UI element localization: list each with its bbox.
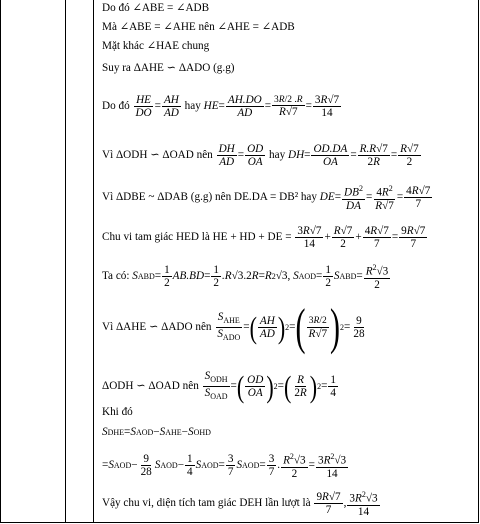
fraction-3-7-b: 3 7 [268,452,275,478]
text-line-12: Khi đó [102,406,133,418]
text-line-9: Ta có: [102,269,130,282]
fraction-3-7: 3 7 [227,452,234,478]
text-line-6: Vì ΔODH ∽ ΔOAD nên [102,149,213,161]
fraction-9-28: 9 28 [353,315,365,341]
fraction-9-28-b: 9 28 [140,452,152,478]
line-13: S DHE = S AOD − S AHE − S OHD [102,426,211,438]
fraction-db2-da: $DB^2$ DA [344,184,363,212]
line-11: ΔODH ∽ ΔOAD nên $S_{ODH}$ $S_{OAD}$ = ( OD OA ) 2 = ( R 2R ) 2 = 1 4 [102,368,336,404]
fraction-4r2-r7: $4R^2$ R√7 [375,184,394,212]
fraction-9r7-7: 9R√7 7 [401,225,426,250]
fraction-complex: 3R/2 .R R√7 [274,95,303,118]
fraction-1-4: 1 4 [330,374,336,400]
text-line-11: ΔODH ∽ ΔOAD nên [102,380,199,393]
fraction-r-2r: R 2R [294,374,307,400]
fraction-ahdo-ad: AH.DO AD [227,94,262,119]
fraction-3r2-r7: 3R/2 R√7 [308,316,328,341]
fraction-4r7-7: 4R√7 7 [406,184,431,210]
line-4 [102,62,235,75]
text-line-3: Mặt khác ∠HAE chung [102,40,210,52]
text-line-5: Do đó [102,100,130,112]
fraction-od-oa-2: OD OA [247,374,264,400]
text-line-1: Do đó ∠ABE = ∠ADB [102,2,210,14]
fraction-1-2-c: 1 2 [325,263,331,289]
fraction-3r23-14-final: $3R^2√3$ 14 [349,490,378,518]
text-line-8: Chu vi tam giác HED là HE + HD + DE = [102,231,292,243]
fraction-ah-ad-2: AH AD [259,315,275,341]
fraction-he-do: HE DO [135,94,152,119]
line-14: = S AOD − 9 28 S AOD − 1 4 S AOD = 3 7 S AOD = 3 7 . $R^2√3$ 2 = $3R^2√3$ 14 [102,452,347,480]
fraction-od-oa: OD OA [247,143,264,168]
text-line-4: Suy ra ΔAHE ∽ ΔADO (g.g) [102,62,235,74]
line-1 [102,2,209,15]
line-2 [102,21,295,34]
text-hay-1: hay [184,100,201,112]
line-15: Vậy chu vi, diện tích tam giác DEH lần lượt là 9R√7 7 , $3R^2√3$ 14 [102,490,378,518]
fraction-r7-2-b: R√7 2 [333,225,353,250]
line-9: Ta có: S ABD = 1 2 AB.BD = 1 2 .R √3.2 R = R 2 √3, S AOD = 1 2 S ABD = $R^2√3$ 2 [102,263,389,291]
line-10: Vì ΔAHE ∽ ΔADO nên $S_{AHE}$ $S_{ADO}$ = ( AH AD ) 2 = ( 3R/2 R√7 ) 2 = 9 28 [102,299,365,356]
fraction-1-2-b: 1 2 [213,263,219,289]
fraction-odda-oa: OD.DA OA [313,143,348,168]
fraction-4r7-7-b: 4R√7 7 [364,225,389,250]
line-7: Vì ΔDBE ~ ΔDAB (g.g) nên DE.DA = DB² hay DE = $DB^2$ DA = $4R^2$ R√7 = 4R√7 7 [102,184,431,212]
line-5: Do đó HE DO = AH AD hay HE = AH.DO AD = 3R/2 .R R√7 = 3R√7 14 [102,94,340,119]
fraction-r23-2: $R^2√3$ 2 [365,263,389,291]
fraction-1-2-a: 1 2 [164,263,170,289]
fraction-9r7-7-final: 9R√7 7 [316,490,341,516]
line-6: Vì ΔODH ∽ ΔOAD nên DH AD = OD OA hay DH = OD.DA OA = R.R√7 2R = R√7 2 [102,143,419,168]
solution-content [98,0,476,523]
table-column-2 [66,0,94,523]
table-column-1 [0,0,66,523]
fraction-r7-2: R√7 2 [400,143,419,168]
fraction-sahe-sado: $S_{AHE}$ $S_{ADO}$ [217,311,241,343]
line-8: Chu vi tam giác HED là HE + HD + DE = $\frac{3R√7}{14}$ + R√7 2 + 4R√7 7 = 9R√7 7 [102,225,426,250]
line-3 [102,40,209,53]
text-line-2: Mà ∠ABE = ∠AHE nên ∠AHE = ∠ADB [102,21,295,33]
fraction-ah-ad: AH AD [163,94,179,119]
fraction-rr7-2r: R.R√7 2R [359,143,388,168]
line-12 [102,406,133,419]
fraction-3r23-14: $3R^2√3$ 14 [317,452,347,480]
fraction-1-4-b: 1 4 [187,452,193,478]
text-line-7: Vì ΔDBE ~ ΔDAB (g.g) nên DE.DA = DB² hay [102,190,317,203]
text-hay-2: hay [269,149,286,161]
fraction-r23-2-b: $R^2√3$ 2 [283,452,306,480]
fraction-result-he: 3R√7 14 [314,94,340,119]
fraction-3r7-14: $\frac{3R√7}{14}$ [297,225,322,250]
text-line-10: Vì ΔAHE ∽ ΔADO nên [102,321,212,334]
text-line-15: Vậy chu vi, diện tích tam giác DEH lần lượt là [102,496,311,509]
fraction-sodh-soad: $S_{ODH}$ $S_{OAD}$ [204,370,228,402]
fraction-dh-ad: DH AD [218,143,235,168]
